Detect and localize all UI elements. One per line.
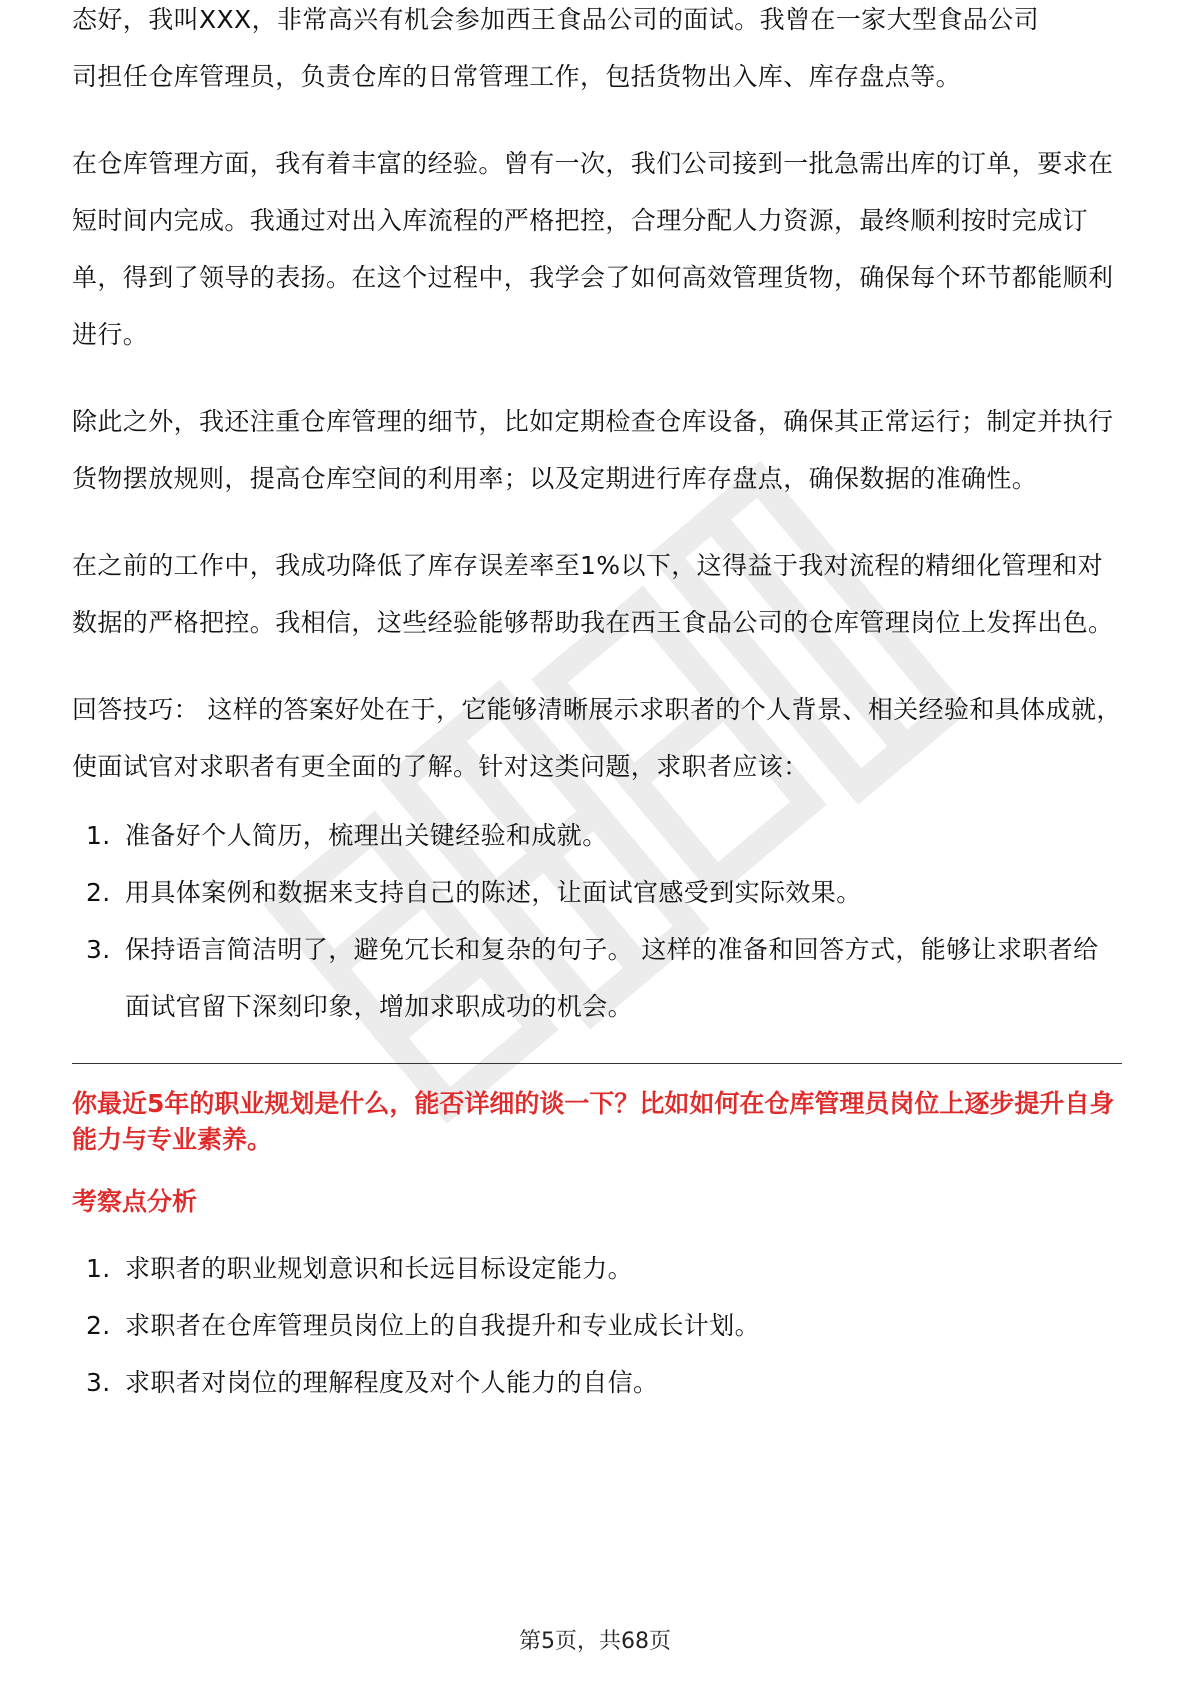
tips-list bbox=[72, 807, 1122, 1035]
list-text: 用具体案例和数据来支持自己的陈述，让面试官感受到实际效果。 bbox=[125, 878, 862, 907]
list-number: 2. bbox=[86, 1311, 111, 1340]
analysis-heading: 考察点分析 bbox=[72, 1187, 198, 1216]
paragraph-experience: 在仓库管理方面，我有着丰富的经验。曾有一次，我们公司接到一批急需出库的订单，要求在短时间内完成。我通过对出入库流程的严格把控，合理分配人力资源，最终顺利按时完成订单，得到了领导的表扬。在这个过程中，我学会了如何高效管理货物，确保每个环节都能顺利进行。 bbox=[72, 149, 1114, 349]
page-footer: 第5页，共68页 bbox=[519, 1629, 671, 1654]
list-item bbox=[72, 1354, 1122, 1411]
intro-text: 司担任仓库管理员，负责仓库的日常管理工作，包括货物出入库、库存盘点等。 bbox=[72, 62, 962, 91]
paragraph-intro bbox=[72, 5, 1122, 105]
list-item bbox=[72, 1240, 1122, 1297]
interview-question: 你最近5年的职业规划是什么，能否详细的谈一下？比如如何在仓库管理员岗位上逐步提升自身能力与专业素养。 bbox=[72, 1089, 1115, 1154]
paragraph-achievement: 在之前的工作中，我成功降低了库存误差率至1%以下，这得益于我对流程的精细化管理和对数据的严格把控。我相信，这些经验能够帮助我在西王食品公司的仓库管理岗位上发挥出色。 bbox=[72, 551, 1114, 637]
partial-top-line: 态好，我叫XXX，非常高兴有机会参加西王食品公司的面试。我曾在一家大型食品公司 bbox=[72, 5, 1039, 34]
list-item bbox=[72, 864, 1122, 921]
analysis-list bbox=[72, 1240, 1122, 1411]
list-text: 求职者的职业规划意识和长远目标设定能力。 bbox=[125, 1254, 634, 1283]
paragraph-answer-tips: 回答技巧： 这样的答案好处在于，它能够清晰展示求职者的个人背景、相关经验和具体成就，使面试官对求职者有更全面的了解。针对这类问题，求职者应该： bbox=[72, 695, 1122, 781]
list-item bbox=[72, 921, 1122, 1035]
list-item bbox=[72, 807, 1122, 864]
list-number: 1. bbox=[86, 821, 111, 850]
section-divider bbox=[72, 1063, 1122, 1064]
list-text: 准备好个人简历，梳理出关键经验和成就。 bbox=[125, 821, 608, 850]
list-number: 2. bbox=[86, 878, 111, 907]
document-body bbox=[72, 5, 1122, 1411]
list-text: 保持语言简洁明了，避免冗长和复杂的句子。 这样的准备和回答方式，能够让求职者给面试官留下深刻印象，增加求职成功的机会。 bbox=[125, 935, 1099, 1021]
list-number: 3. bbox=[86, 1368, 111, 1397]
list-number: 3. bbox=[86, 935, 111, 964]
list-item bbox=[72, 1297, 1122, 1354]
list-text: 求职者对岗位的理解程度及对个人能力的自信。 bbox=[125, 1368, 659, 1397]
list-number: 1. bbox=[86, 1254, 111, 1283]
list-text: 求职者在仓库管理员岗位上的自我提升和专业成长计划。 bbox=[125, 1311, 761, 1340]
paragraph-details: 除此之外，我还注重仓库管理的细节，比如定期检查仓库设备，确保其正常运行；制定并执行货物摆放规则，提高仓库空间的利用率；以及定期进行库存盘点，确保数据的准确性。 bbox=[72, 407, 1114, 493]
